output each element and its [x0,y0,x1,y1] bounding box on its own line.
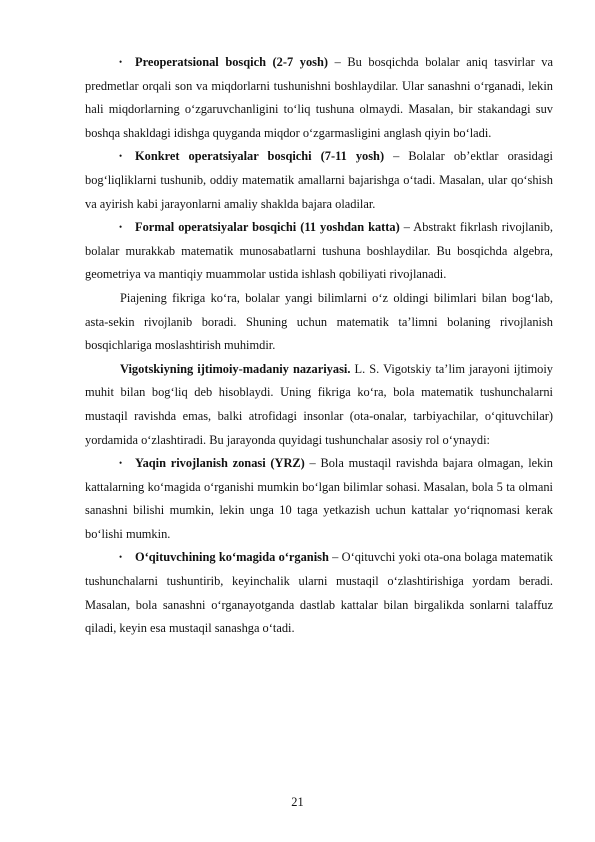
bullet-dot-icon: • [119,222,123,233]
bullet-formal-operations-stage [85,216,553,287]
bullet-dot-icon: • [119,151,123,162]
bullet-dot-icon: • [119,552,123,563]
bullet-dot-icon: • [119,458,123,469]
bullet-preoperational-stage [85,51,553,145]
bullet-title: O‘qituvchining ko‘magida o‘rganish [135,550,329,565]
bullet-concrete-operations-stage [85,145,553,216]
bullet-text: – Abstrakt fikrlash rivojlanib, bolalar murakkab matematik munosabatlarni tushuna boshlaydilar. Bu bosqichda algebra, geometriya va mantiqiy muammolar ustida ishlash qobiliyati rivojlanadi. [85,220,553,282]
bullet-dot-icon: • [119,57,123,67]
page-number: 21 [291,795,304,809]
bullet-text: – Bu bosqichda bolalar aniq tasvirlar va predmetlar orqali son va miqdorlarni tushunishni boshlaydilar. Ular sanashni o‘rganadi, lekin hali miqdorlarning o‘zgaruvchanligini to‘liq tushuna olmaydi. Masalan, bir stakandagi suv boshqa shakldagi idishga quyganda miqdor o‘zgarmasligini anglash qiyin bo‘ladi. [85,55,553,140]
bullet-zone-of-proximal-development [85,452,553,546]
paragraph-piaget-summary: Piajening fikriga ko‘ra, bolalar yangi bilimlarni o‘z oldingi bilimlari bilan bog‘lab, asta-sekin rivojlanib boradi. Shuning uchun matematik ta’limni bolaning rivojlanish bosqichlariga moslashtirish muhimdir. [85,290,553,353]
bullet-title: Preoperatsional bosqich (2-7 yosh) [135,55,328,69]
paragraph-text: L. S. Vigotskiy ta’lim jarayoni ijtimoiy muhit bilan bog‘liq deb hisoblaydi. Uning fikriga ko‘ra, bola matematik tushunchalarni mustaqil ravishda emas, balki atrofidagi insonlar (ota-onalar, tarbiyachilar, o‘qituvchilar) yordamida o‘zlashtiradi. Bu jarayonda quyidagi tushunchalar asosiy rol o‘ynaydi: [85,361,553,447]
bullet-title: Yaqin rivojlanish zonasi (YRZ) [135,456,305,471]
paragraph-title: Vigotskiyning ijtimoiy-madaniy nazariyasi. [120,361,351,376]
document-body [85,51,553,641]
paragraph-vygotsky-theory [85,358,553,452]
bullet-title: Formal operatsiyalar bosqichi (11 yoshdan katta) [135,220,400,235]
bullet-text: – Bolalar ob’ektlar orasidagi bog‘liqliklarni tushunib, oddiy matematik amallarni bajarishga o‘tadi. Masalan, ular qo‘shish va ayirish kabi jarayonlarni amaliy shaklda bajara oladilar. [85,149,554,211]
bullet-text: – O‘qituvchi yoki ota-ona bolaga matematik tushunchalarni tushuntirib, keyinchalik ularni mustaqil o‘zlashtirishiga yordam beradi. Masalan, bola sanashni o‘rganayotganda dastlab kattalar bilan birgalikda sonlarni talaffuz qiladi, keyin esa mustaqil sanashga o‘tadi. [85,550,553,636]
bullet-teacher-assisted-learning [85,546,553,640]
bullet-title: Konkret operatsiyalar bosqichi (7-11 yosh) [135,149,385,164]
bullet-text: – Bola mustaqil ravishda bajara olmagan, lekin kattalarning ko‘magida o‘rganishi mumkin bo‘lgan bilimlar sohasi. Masalan, bola 5 ta olmani sanashni bilishi mumkin, lekin unga 10 taga yetkazish uchun kattalar yo‘riqnomasi kerak bo‘lishi mumkin. [85,456,553,541]
